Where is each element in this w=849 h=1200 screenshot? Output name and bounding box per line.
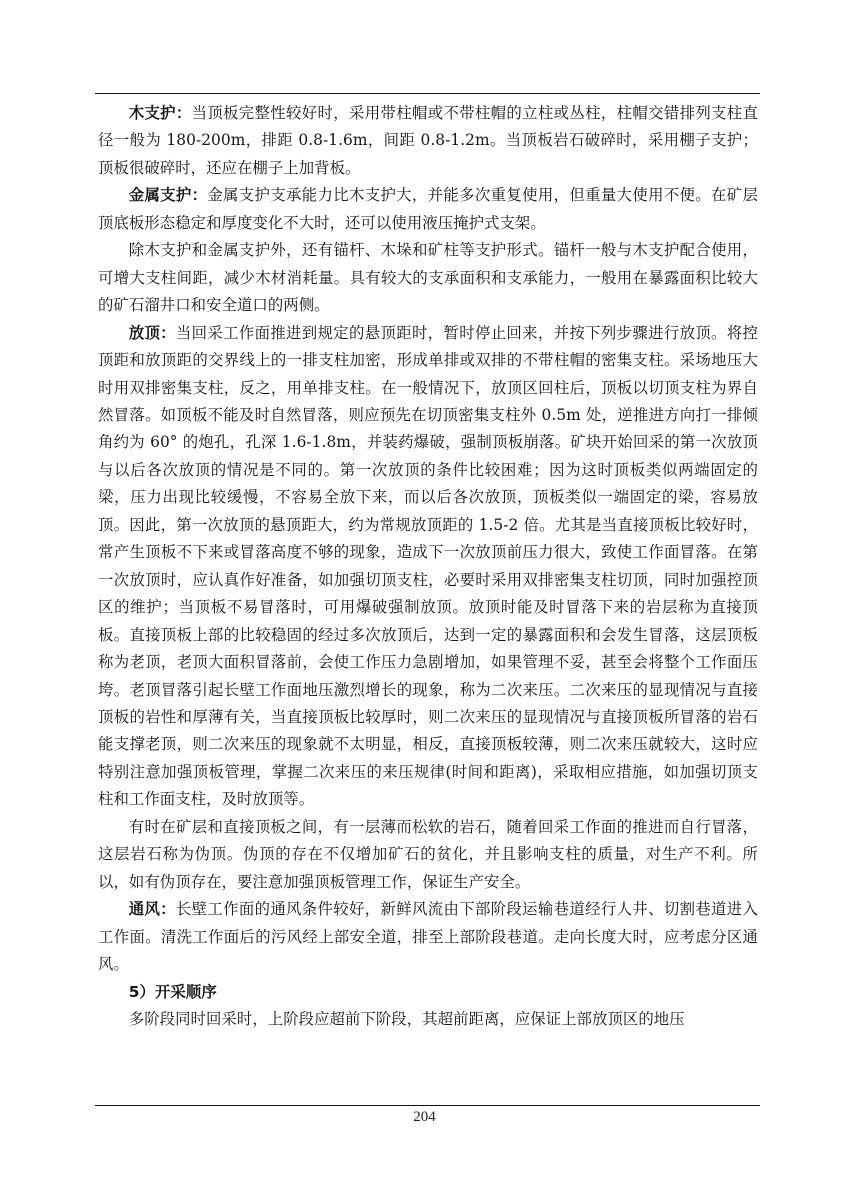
section-heading: 5）开采顺序 bbox=[128, 982, 217, 1001]
paragraph-text: 有时在矿层和直接顶板之间，有一层薄而松软的岩石，随着回采工作面的推进而自行冒落，这层岩石称为伪顶。伪顶的存在不仅增加矿石的贫化，并且影响支柱的质量，对生产不利。所以，如有伪顶存在，要注意加强顶板管理工作，保证生产安全。 bbox=[98, 817, 758, 891]
header-rule bbox=[95, 93, 760, 94]
paragraph-lead: 通风： bbox=[128, 900, 176, 919]
paragraph-false-roof bbox=[98, 814, 758, 896]
paragraph-wood-support bbox=[98, 100, 758, 182]
paragraph-text: 金属支护支承能力比木支护大，并能多次重复使用，但重量大使用不便。在矿层顶底板形态稳定和厚度变化不大时，还可以使用液压掩护式支架。 bbox=[98, 186, 758, 232]
paragraph-ventilation bbox=[98, 896, 758, 978]
page-number: 204 bbox=[413, 1109, 436, 1125]
paragraph-lead: 放顶： bbox=[128, 323, 176, 342]
paragraph-mining-sequence: 多阶段同时回采时，上阶段应超前下阶段，其超前距离，应保证上部放顶区的地压 bbox=[128, 1009, 685, 1028]
paragraph-lead: 金属支护： bbox=[128, 186, 208, 205]
paragraph-other-support bbox=[98, 237, 758, 319]
paragraph-text: 当顶板完整性较好时，采用带柱帽或不带柱帽的立柱或丛柱，柱帽交错排列支柱直径一般为 180-200m，排距 0.8-1.6m，间距 0.8-1.2m。当顶板岩石破碎时，采用棚子支护；顶板很破碎时，还应在棚子上加背板。 bbox=[98, 104, 758, 177]
paragraph-metal-support bbox=[98, 182, 758, 237]
footer-rule bbox=[95, 1105, 760, 1106]
body-text bbox=[98, 100, 758, 1033]
paragraph-text: 除木支护和金属支护外，还有锚杆、木垛和矿柱等支护形式。锚杆一般与木支护配合使用，可增大支柱间距，减少木材消耗量。具有较大的支承面积和支承能力，一般用在暴露面积比较大的矿石溜井口和安全道口的两侧。 bbox=[98, 241, 758, 315]
paragraph-text: 当回采工作面推进到规定的悬顶距时，暂时停止回来，并按下列步骤进行放顶。将控顶距和放顶距的交界线上的一排支柱加密，形成单排或双排的不带柱帽的密集支柱。采场地压大时用双排密集支柱，反之，用单排支柱。在一般情况下，放顶区回柱后，顶板以切顶支柱为界自然冒落。如顶板不能及时自然冒落，则应预先在切顶密集支柱外 0.5m 处，逆推进方向打一排倾角约为 60° 的炮孔，孔深 1.6-1.8m，并装药爆破，强制顶板崩落。矿块开始回采的第一次放顶与以后各次放顶的情况是不同的。第一次放顶的条件比较困难；因为这时顶板类似两端固定的梁，压力出现比较缓慢，不容易全放下来，而以后各次放顶，顶板类似一端固定的梁，容易放顶。因此，第一次放顶的悬顶距大，约为常规放顶距的 1.5-2 倍。尤其是当直接顶板比较好时，常产生顶板不下来或冒落高度不够的现象，造成下一次放顶前压力很大，致使工作面冒落。在第一次放顶时，应认真作好准备，如加强切顶支柱，必要时采用双排密集支柱切顶，同时加强控顶区的维护；当顶板不易冒落时，可用爆破强制放顶。放顶时能及时冒落下来的岩层称为直接顶板。直接顶板上部的比较稳固的经过多次放顶后，达到一定的暴露面积和会发生冒落，这层顶板称为老顶，老顶大面积冒落前，会使工作压力急剧增加，如果管理不妥，甚至会将整个工作面压垮。老顶冒落引起长壁工作面地压激烈增长的现象，称为二次来压。二次来压的显现情况与直接顶板的岩性和厚薄有关，当直接顶板比较厚时，则二次来压的显现情况与直接顶板所冒落的岩石能支撑老顶，则二次来压的现象就不太明显，相反，直接顶板较薄，则二次来压就较大，这时应特别注意加强顶板管理，掌握二次来压的来压规律(时间和距离)，采取相应措施，如加强切顶支柱和工作面支柱，及时放顶等。 bbox=[98, 323, 758, 809]
paragraph-text: 长壁工作面的通风条件较好，新鲜风流由下部阶段运输巷道经行人井、切割巷道进入工作面。清洗工作面后的污风经上部安全道，排至上部阶段巷道。走向长度大时，应考虑分区通风。 bbox=[98, 900, 758, 974]
paragraph-roof-caving bbox=[98, 320, 758, 814]
paragraph-lead: 木支护： bbox=[128, 104, 192, 122]
